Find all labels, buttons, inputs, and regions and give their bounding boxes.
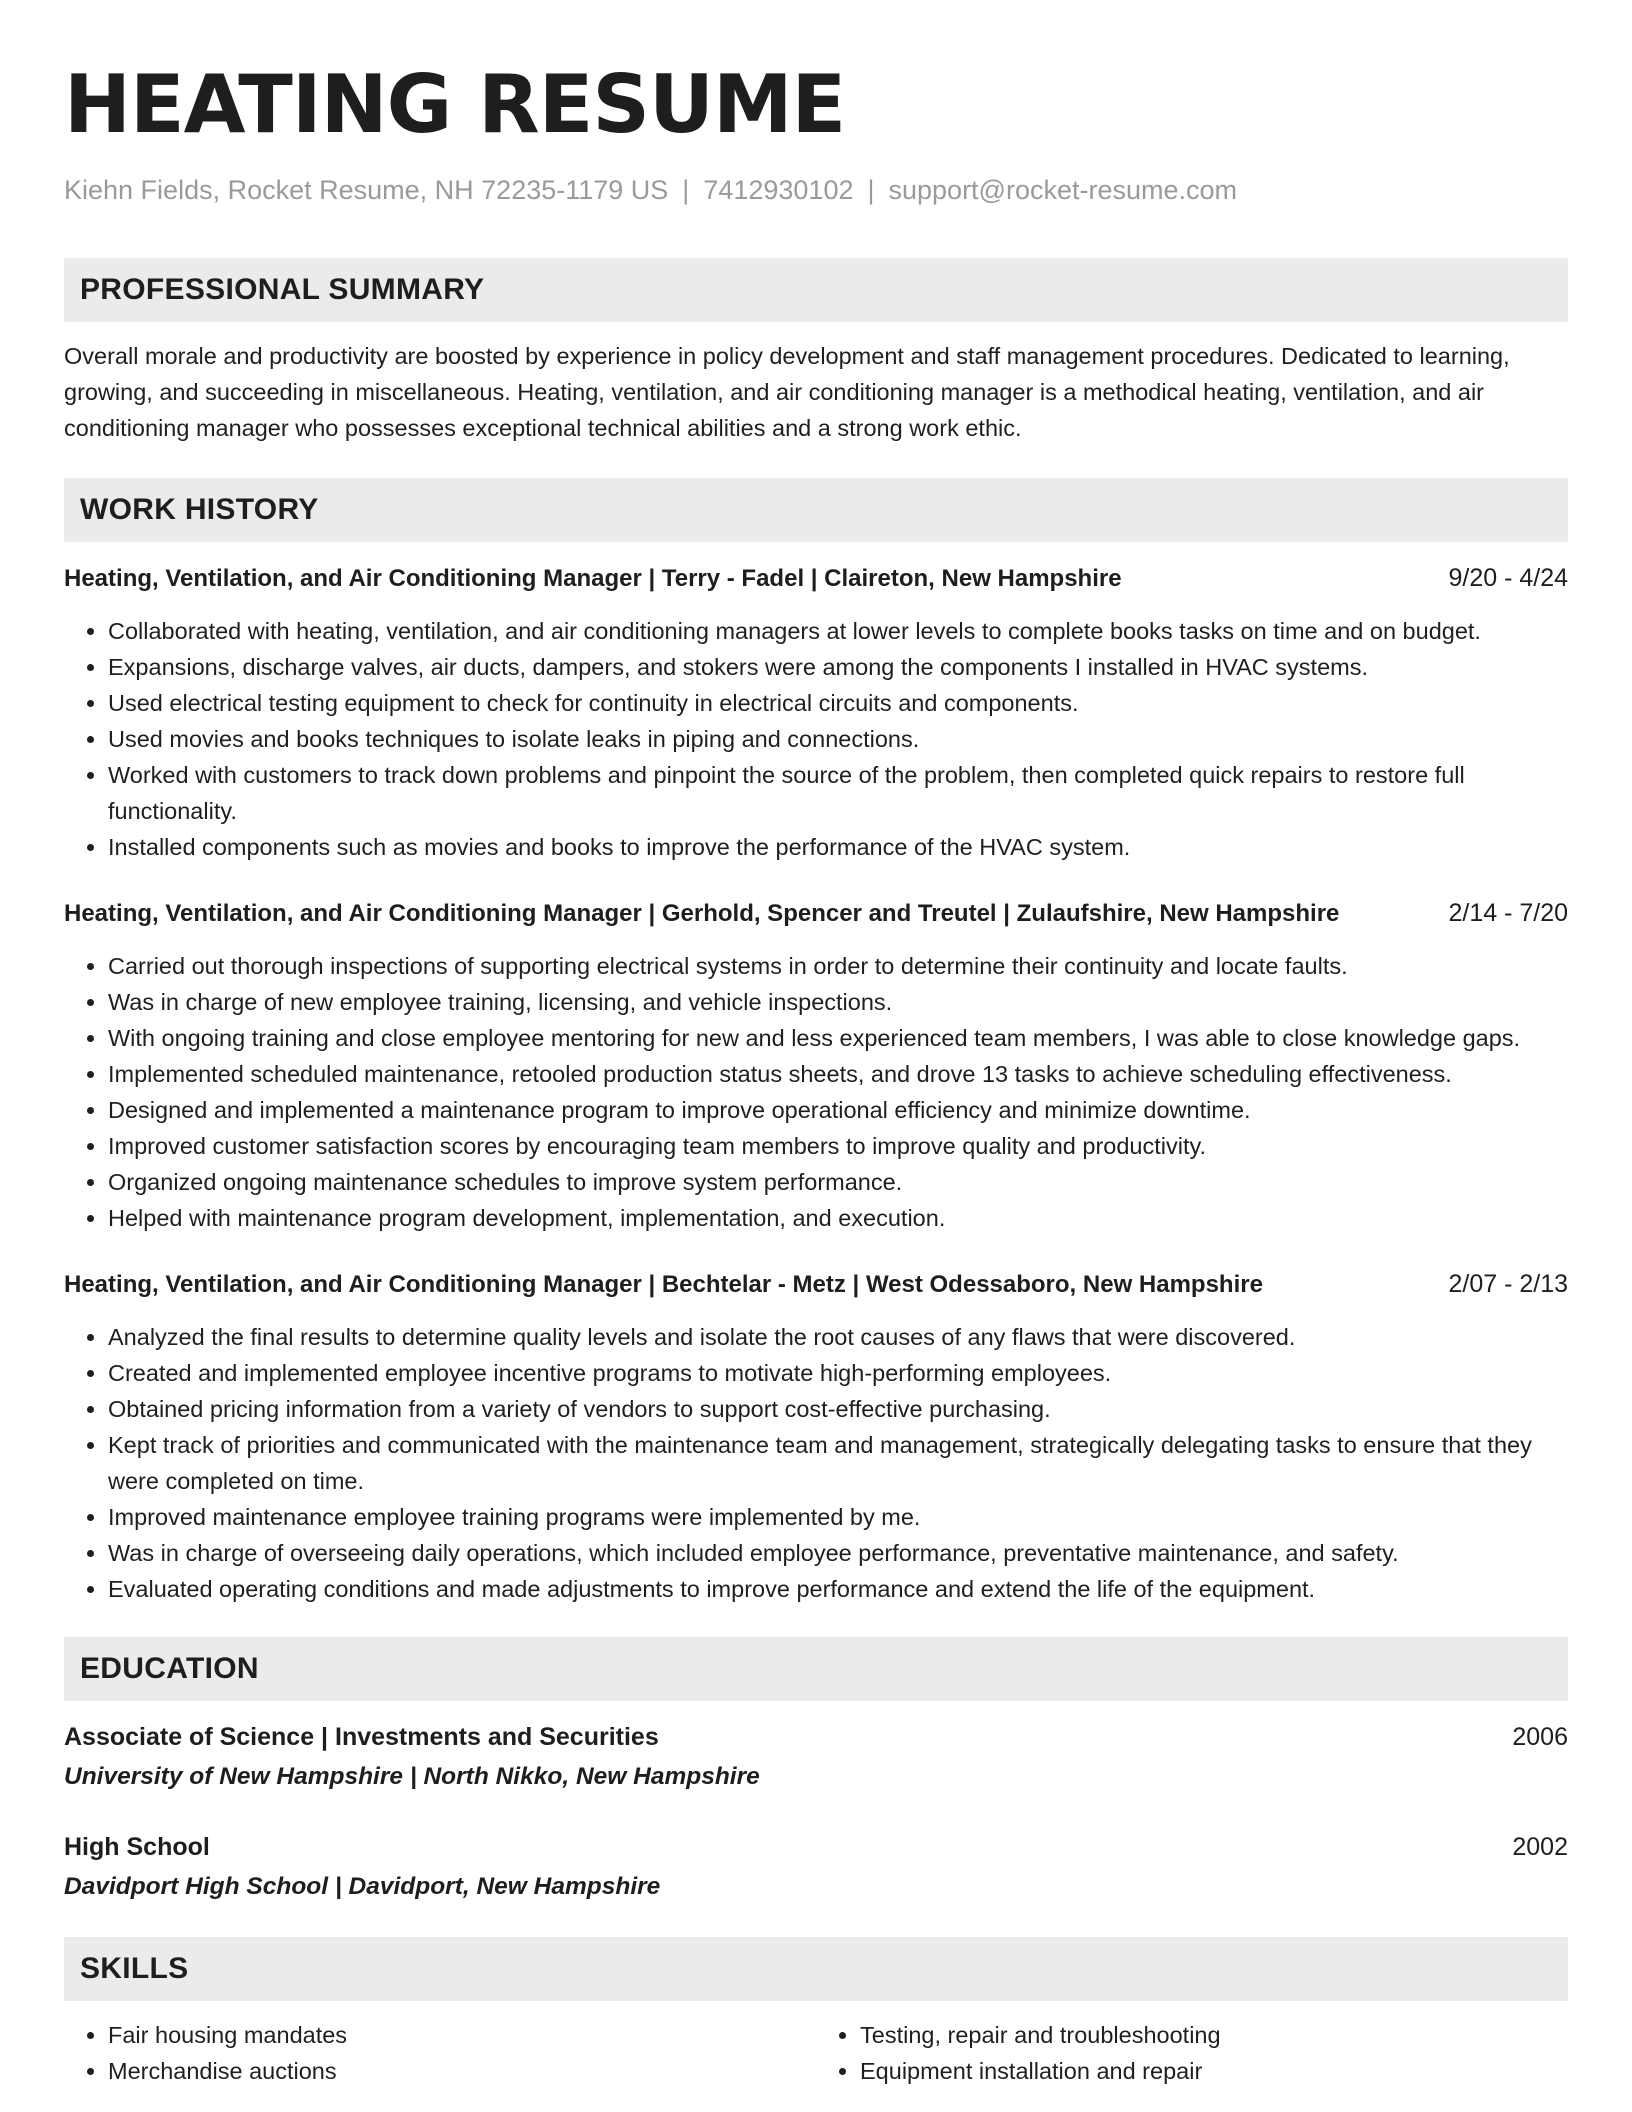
list-item: • Organized ongoing maintenance schedules to improve system performance. [108, 1164, 1568, 1200]
contact-separator: | [682, 175, 690, 205]
list-item: • Installed components such as movies and books to improve the performance of the HVAC system. [108, 829, 1568, 865]
education-header [64, 1719, 1568, 1755]
contact-address: Kiehn Fields, Rocket Resume, NH 72235-1179 US [64, 175, 669, 205]
list-item: • Was in charge of new employee training, licensing, and vehicle inspections. [108, 984, 1568, 1020]
list-item: • Expansions, discharge valves, air ducts, dampers, and stokers were among the components I installed in HVAC systems. [108, 649, 1568, 685]
contact-phone: 7412930102 [703, 175, 854, 205]
section-header-summary: PROFESSIONAL SUMMARY [64, 258, 1568, 322]
skills-grid [64, 2017, 1568, 2089]
list-item: • Analyzed the final results to determine quality levels and isolate the root causes of any flaws that were discovered. [108, 1319, 1568, 1355]
list-item: • Collaborated with heating, ventilation, and air conditioning managers at lower levels to complete books tasks on time and on budget. [108, 613, 1568, 649]
education-entry [64, 1829, 1568, 1905]
skills-column-right [816, 2017, 1568, 2089]
list-item: • Improved customer satisfaction scores by encouraging team members to improve quality and productivity. [108, 1128, 1568, 1164]
job-header [64, 560, 1568, 597]
education-degree: Associate of Science | Investments and Securities [64, 1723, 659, 1751]
contact-separator: | [867, 175, 875, 205]
education-year: 2006 [1512, 1723, 1568, 1751]
list-item: • Was in charge of overseeing daily operations, which included employee performance, preventative maintenance, and safety. [108, 1535, 1568, 1571]
education-entry [64, 1719, 1568, 1795]
list-item: • Kept track of priorities and communicated with the maintenance team and management, strategically delegating tasks to ensure that they were completed on time. [108, 1427, 1568, 1499]
education-degree: High School [64, 1833, 210, 1861]
job-header [64, 895, 1568, 932]
job-dates: 2/14 - 7/20 [1448, 899, 1568, 927]
section-header-work-history: WORK HISTORY [64, 478, 1568, 542]
list-item: • Implemented scheduled maintenance, retooled production status sheets, and drove 13 tasks to achieve scheduling effectiveness. [108, 1056, 1568, 1092]
list-item: • Carried out thorough inspections of supporting electrical systems in order to determine their continuity and locate faults. [108, 948, 1568, 984]
list-item: • Equipment installation and repair [860, 2053, 1568, 2089]
summary-text: Overall morale and productivity are boosted by experience in policy development and staff management procedures. Dedicated to learning, growing, and succeeding in miscellaneous. Heating, ventilation, and air conditioning manager is a methodical heating, ventilation, and air conditioning manager who possesses exceptional technical abilities and a strong work ethic. [64, 343, 1510, 441]
job-header [64, 1266, 1568, 1303]
list-item: • With ongoing training and close employee mentoring for new and less experienced team members, I was able to close knowledge gaps. [108, 1020, 1568, 1056]
section-header-education: EDUCATION [64, 1637, 1568, 1701]
job-dates: 9/20 - 4/24 [1448, 564, 1568, 592]
section-header-skills: SKILLS [64, 1937, 1568, 2001]
list-item: • Created and implemented employee incentive programs to motivate high-performing employees. [108, 1355, 1568, 1391]
list-item: • Fair housing mandates [108, 2017, 816, 2053]
job-dates: 2/07 - 2/13 [1448, 1270, 1568, 1298]
list-item: • Worked with customers to track down problems and pinpoint the source of the problem, then completed quick repairs to restore full functionality. [108, 757, 1568, 829]
skills-list [64, 2017, 816, 2089]
list-item: • Used movies and books techniques to isolate leaks in piping and connections. [108, 721, 1568, 757]
job-bullets [64, 613, 1568, 865]
list-item: • Helped with maintenance program development, implementation, and execution. [108, 1200, 1568, 1236]
list-item: • Evaluated operating conditions and made adjustments to improve performance and extend the life of the equipment. [108, 1571, 1568, 1607]
job-entry [64, 895, 1568, 1236]
job-entry [64, 1266, 1568, 1607]
education-school: University of New Hampshire | North Nikko, New Hampshire [64, 1763, 760, 1790]
list-item: • Testing, repair and troubleshooting [860, 2017, 1568, 2053]
list-item: • Designed and implemented a maintenance program to improve operational efficiency and minimize downtime. [108, 1092, 1568, 1128]
job-title: Heating, Ventilation, and Air Conditioning Manager | Terry - Fadel | Claireton, New Hampshire [64, 565, 1122, 592]
list-item: • Merchandise auctions [108, 2053, 816, 2089]
contact-line [64, 172, 1568, 208]
job-entry [64, 560, 1568, 865]
skills-list [816, 2017, 1568, 2089]
job-bullets [64, 1319, 1568, 1607]
education-year: 2002 [1512, 1833, 1568, 1861]
education-school: Davidport High School | Davidport, New Hampshire [64, 1873, 661, 1900]
skills-column-left [64, 2017, 816, 2089]
job-bullets [64, 948, 1568, 1236]
education-header [64, 1829, 1568, 1865]
list-item: • Obtained pricing information from a variety of vendors to support cost-effective purchasing. [108, 1391, 1568, 1427]
list-item: • Improved maintenance employee training programs were implemented by me. [108, 1499, 1568, 1535]
contact-email: support@rocket-resume.com [888, 175, 1238, 205]
job-title: Heating, Ventilation, and Air Conditioning Manager | Bechtelar - Metz | West Odessaboro, New Hampshire [64, 1271, 1263, 1298]
job-title: Heating, Ventilation, and Air Conditioning Manager | Gerhold, Spencer and Treutel | Zulaufshire, New Hampshire [64, 900, 1340, 927]
resume-title: HEATING RESUME [64, 58, 846, 151]
list-item: • Used electrical testing equipment to check for continuity in electrical circuits and components. [108, 685, 1568, 721]
